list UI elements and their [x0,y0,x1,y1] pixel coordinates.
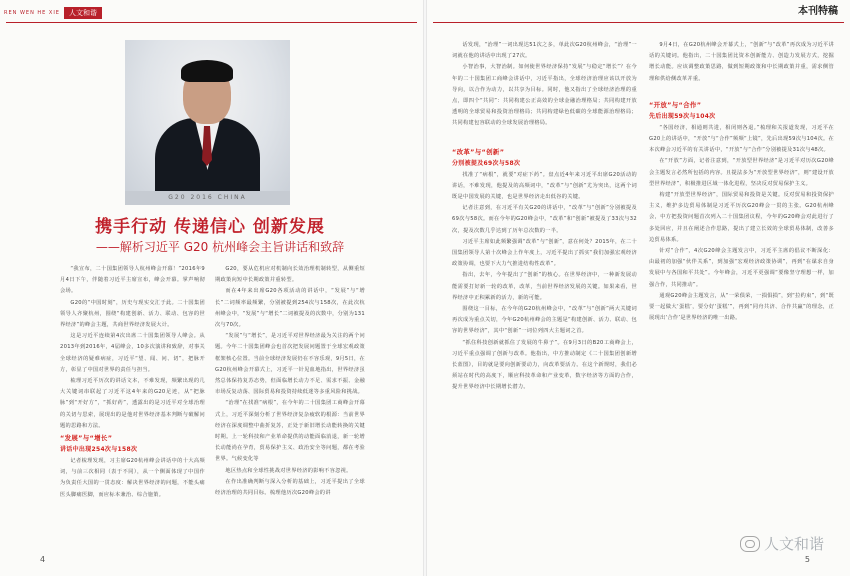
magazine-name-tag: 人文和谐 [64,7,102,19]
paragraph: 在作出准确判断与深入分析的基础上，习近平提出了全球经济治理的共同目标。梳理他历次G20峰会的讲 [215,478,365,497]
column-3 [452,40,637,555]
header-rule [6,22,417,23]
paragraph: “我宣布，二十国集团领导人杭州峰会开幕！”2016年9月4日下午，伴随着习近平主席宣布，峰会开幕。掌声响彻会场。 [60,266,205,295]
paragraph: “抓住科技创新就抓住了发展的牛鼻子”。在9月3日的B20工商峰会上，习近平重点强调了创新与改革。他指出，中方推动制定《二十国集团创新增长蓝图》，目的就是要向创新要动力，向改革要活力。在这个新规时，我们必须站在时代的高度下，顺应科技革命和产业变革，数字经济等方面的合作，提升世界经济中长期增长潜力。 [452,339,637,391]
paragraph: 针对“合作”，4次G20峰会主题发言中，习近平主席的倡议不断深化：由最初的加强“伙伴关系”，到加强“宏观经济政策协调”，再到“在谋求自身发展中与各国和平共处”。今年峰会，习近平更强调“要像坚守理想一样，加强合作，共同推动”。 [649,248,834,288]
paragraph: 记者梳理发现，习主席G20杭州峰会讲话中的十大高频词，与前三次相同（表于不同），从一个侧面体现了中国作为负责任大国的一贯态度：解决世界经济的问题，不能头痛医头脚痛医脚，而应标本兼治、综合施策。 [60,458,205,498]
leader-photo [125,40,290,205]
article-title: 携手行动 传递信心 创新发展 [95,217,325,237]
paragraph: 而在4年来出席G20各项活动的讲话中，“发展”与“增长”二词频率最频繁，分别被提到254次与158次，在此次杭州峰会中，“发展”与“增长”二词被提及的次数中，分别为131次与70次。 [215,288,365,329]
watermark [740,533,824,554]
paragraph: 找准了“病根”，就要“对症下药”。盘点近4年来习近平出席G20活动的讲话，不难发现，他提及的高频词中，“改革”与“创新”尤为突出，这两个词既是中国发展的关键，也是世界经济走出低谷的关键。 [452,171,637,201]
watermark-text: 人文和谐 [763,535,824,553]
article-subtitle: ——解析习近平 G20 杭州峰会主旨讲话和致辞 [95,240,345,254]
paragraph: “各国经济，相通则共进，相闭则各退。”梳理和关报道发现，习近平在G20上的讲话中，“开放”与“合作”频频“上镜”，先后出现59次与104次。在本次峰会习近平的有关讲话中，“开放”与“合作”分别被提及31次与48次。 [649,124,834,154]
wechat-icon [740,536,760,552]
paragraph: 记者注意到，在习近平有关G20的讲话中，“改革”与“创新”分别被提及69次与58次。而在今年的G20峰会中，“改革”和“创新”被提及了33次与32次，提及次数几乎达到了历年总次数的一半。 [452,205,637,234]
section-heading: “发展”与“增长” [60,434,113,443]
paragraph: G20，要从危机应对机制向长效治理机制转型，从侧重短期政策向短中长期政策并重转型。 [215,266,365,284]
column-1 [60,264,205,554]
column-2 [215,264,365,554]
paragraph: 地区热点和全球性挑战对世界经济的影响不容忽视。 [225,467,352,474]
section-header: 本刊特稿 [798,6,838,17]
hair-shape [181,60,233,82]
paragraph: 9月4日，在G20杭州峰会开幕式上，“创新”与“改革”再次成为习近平讲话的关键词。他指出，二十国集团比资本创新能力、创造力发展方式，挖掘增长动能。应该调整政策思路，做到短期政策和中长期政策并重，需求侧管理和供给侧改革并重。 [649,42,834,82]
right-page [427,0,850,576]
paragraph: G20的“中国时刻”，历史与现实交汇于此。二十国集团领导人齐聚杭州，围绕“构建创新、活力、联动、包容的世界经济”的峰会主题，共商世界经济发展大计。 [60,299,205,329]
paragraph: “治理”在找准“病根”，在今年的二十国集团工商峰会开幕式上，习近平深刻分析了世界经济复杂疲软的根源：当前世界经济在深度调整中曲折复苏，正处于新旧增长动能转换的关键时期。上一轮科技和产业革命提供的动能面临消退，新一轮增长动能尚在孕育，贸易保护主义、政治安全等问题，都在考验世界。气候变化等 [215,400,365,463]
paragraph: 在“开放”方面，记者注意到，“开放型世界经济”是习近平对历次G20峰会主题发言必然所包括的内容。且提法多为“开放型世界经济”，则“建设开放型世界经济”，积极推进区域一体化进程，坚决反对贸易保护主义。 [649,158,834,187]
paragraph: 围绕这一目标，在今年的G20杭州峰会中，“改革”与“创新”两大关键词再次成为重点关切，今年G20杭州峰会的主题是“构建创新、活力、联动、包容的世界经济”，其中“创新”一词位列四大主题词之首。 [452,306,637,335]
paragraph: “发展”与“增长”，是习近平对世界经济最为关注的两个问题。今年二十国集团峰会也首次把发展问题置于全球宏观政策框架核心位置。当前全球经济发展仍在不容乐观，9月5日，在G20杭州峰会开幕式上，习近平一针见血地指出，世界经济虽然总体保持复苏态势，但面临增长动力不足、需求不振、金融市场反复动荡、国际贸易和投资持续低迷等多重风险和挑战。 [215,333,365,396]
paragraph: 指出，去年，今年提出了“创新”的核心。在世界经济中，一种新发展动能需要打好新一轮的改革，改革，当前世界经济发展的关键。如果来看，世界经济中正积累新的活力，新的可能。 [452,272,637,301]
header-rule [433,22,844,23]
section-subheading: 讲话中出现254次与158次 [60,446,138,454]
paragraph: 梳理习近平历次的讲话文本，不难发现，频繁出现的几大关键词串联起了习近平这4年来的G20足迹，从“把脉脉”到“开好方”，“抓好药”，透露出的是习近平对全球治理的关切与思索，展现出的是他对世界经济基本判断与破解问题的思路和方法。 [60,378,205,429]
section-subheading: 先后出现59次与104次 [649,112,716,120]
page-number-right: 5 [804,555,810,564]
section-heading: “改革”与“创新” [452,147,505,156]
paragraph: 小智治事，大智治制。如何使世界经济保持“发展”与稳定“增长”？在今年的二十国集团工商峰会讲话中，习近平指出，全球经济治理应该以开放为导向，以合作为动力，以共享为目标。同时，他又指出了全球经济治理的重点，即四个“共同”：共同构建公正高效的全球金融治理格局；共同构建开放透明的全球贸易和投资治理格局；共同构建绿色低碳的全球能源治理格局；共同构建包容联动的全球发展治理格局。 [452,64,637,127]
section-subheading: 分别被提及69次与58次 [452,159,521,167]
left-page [0,0,423,576]
magazine-header [4,2,102,24]
page-number-left: 4 [40,555,46,564]
paragraph: 这是习近平连续第4次出席二十国集团领导人峰会。从2013年到2016年，4届峰会，10多次演讲和致辞，对事关全球经济的疑难病症，习近平“望、闻、问、切”，把脉开方，彰显了中国对世界的责任与担当。 [60,333,205,373]
magazine-name-en: REN WEN HE XIE [4,10,60,16]
paragraph: 构建“开放型世界经济”，国际贸易和投资是关键。反对贸易和投资保护主义，维护多边贸易体制是习近平历次G20峰会一贯的主张。G20杭州峰会，中方把投资问题首次列入二十国集团议程，今年的G20峰会对此进行了多处回应，并且在阐述合作思路，提出了建立长效的全球贸易体制，改善多边贸易体系。 [649,192,834,243]
paragraph: 话发现，“治理”一词出现达51次之多，单此次G20杭州峰会，“治理”一词就在他的讲话中出现了27次。 [452,42,637,60]
paragraph: 通观G20峰会主题发言，从“一荣俱荣，一损俱损”，到“拉约束”，到“既要一起做大‘蛋糕’，要分好‘蛋糕’”，再到“同舟共济、合作共赢”的理念，正展现出‘合作’是世界经济的唯一出路。 [649,292,834,322]
g20-banner: G20 2016 CHINA [125,191,290,205]
paragraph: 习近平主席如此频繁强调“改革”与“创新”，意在何处？2015年，在二十国集团领导人第十次峰会上作年度上，习近平提出了抓实“我们加强宏观经济政策协调，也要下大力气推进结构性改革”。 [452,238,637,268]
section-heading: “开放”与“合作” [649,100,702,109]
column-4 [649,40,834,540]
